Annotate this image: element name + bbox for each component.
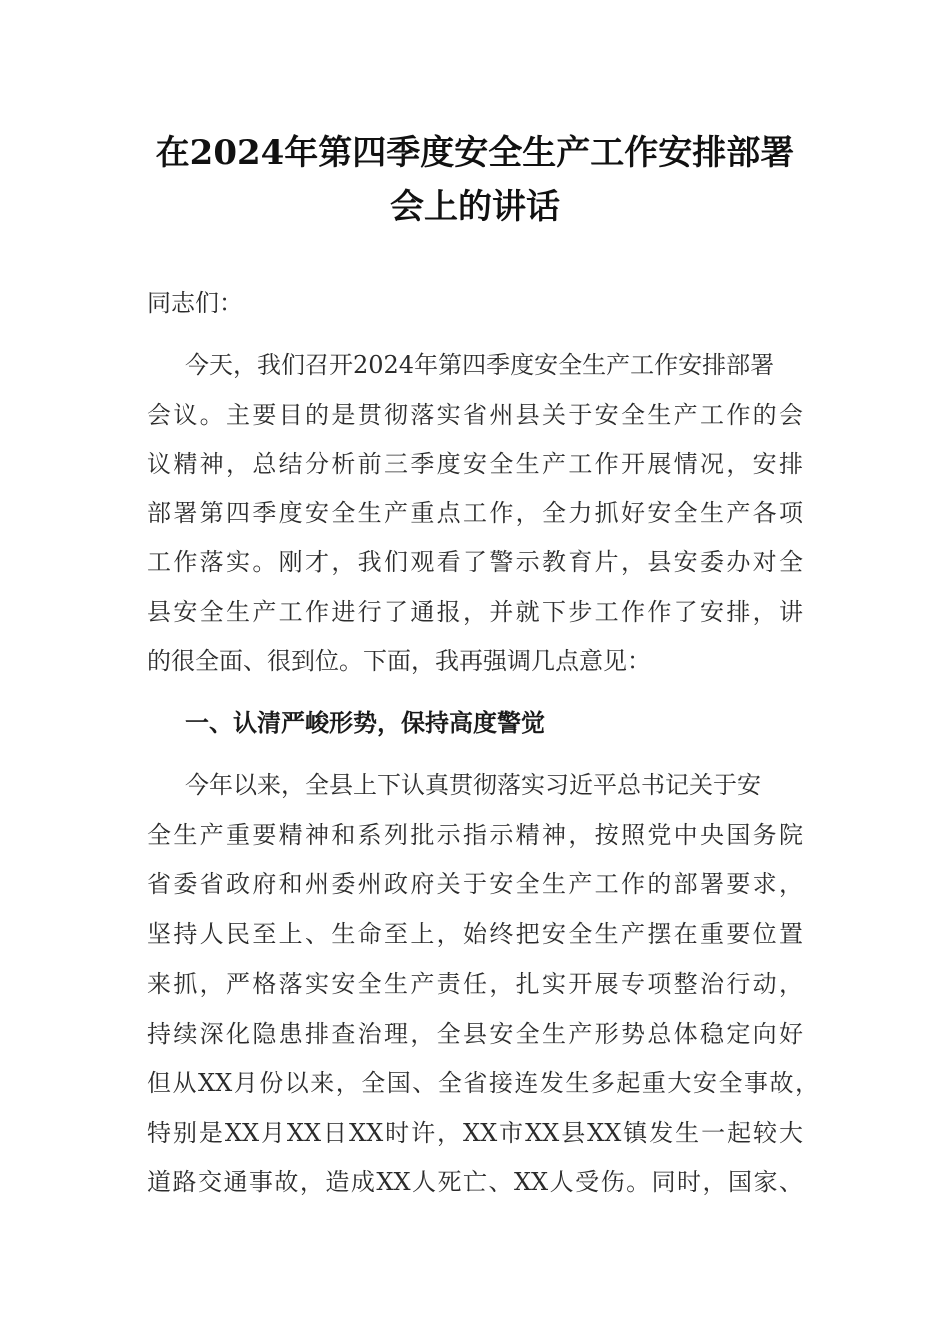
document-title-line-1: 在2024年第四季度安全生产工作安排部署 <box>155 133 795 173</box>
greeting: 同志们： <box>147 289 243 317</box>
paragraph-line: 议精神，总结分析前三季度安全生产工作开展情况，安排 <box>147 450 803 478</box>
paragraph-line: 县安全生产工作进行了通报，并就下步工作作了安排，讲 <box>147 598 803 626</box>
paragraph-line: 全生产重要精神和系列批示指示精神，按照党中央国务院 <box>147 821 803 849</box>
paragraph-line: 的很全面、很到位。下面，我再强调几点意见： <box>147 647 651 675</box>
paragraph-line: 今年以来，全县上下认真贯彻落实习近平总书记关于安 <box>185 771 761 799</box>
section-heading: 一、认清严峻形势，保持高度警觉 <box>185 708 545 737</box>
paragraph-line: 工作落实。刚才，我们观看了警示教育片，县安委办对全 <box>147 548 803 576</box>
paragraph-line: 持续深化隐患排查治理，全县安全生产形势总体稳定向好 <box>147 1020 803 1048</box>
paragraph-line: 来抓，严格落实安全生产责任，扎实开展专项整治行动， <box>147 970 803 998</box>
document-title-line-2: 会上的讲话 <box>390 187 560 227</box>
paragraph-line: 部署第四季度安全生产重点工作，全力抓好安全生产各项 <box>147 499 803 527</box>
paragraph-line: 坚持人民至上、生命至上，始终把安全生产摆在重要位置 <box>147 920 803 948</box>
paragraph-line: 省委省政府和州委州政府关于安全生产工作的部署要求， <box>147 870 803 898</box>
paragraph-line: 道路交通事故，造成XX人死亡、XX人受伤。同时，国家、 <box>147 1168 803 1196</box>
paragraph-line: 会议。主要目的是贯彻落实省州县关于安全生产工作的会 <box>147 401 803 429</box>
paragraph-line: 但从XX月份以来，全国、全省接连发生多起重大安全事故， <box>147 1069 819 1097</box>
paragraph-line: 特别是XX月XX日XX时许，XX市XX县XX镇发生一起较大 <box>147 1119 803 1147</box>
paragraph-line: 今天，我们召开2024年第四季度安全生产工作安排部署 <box>185 351 775 379</box>
